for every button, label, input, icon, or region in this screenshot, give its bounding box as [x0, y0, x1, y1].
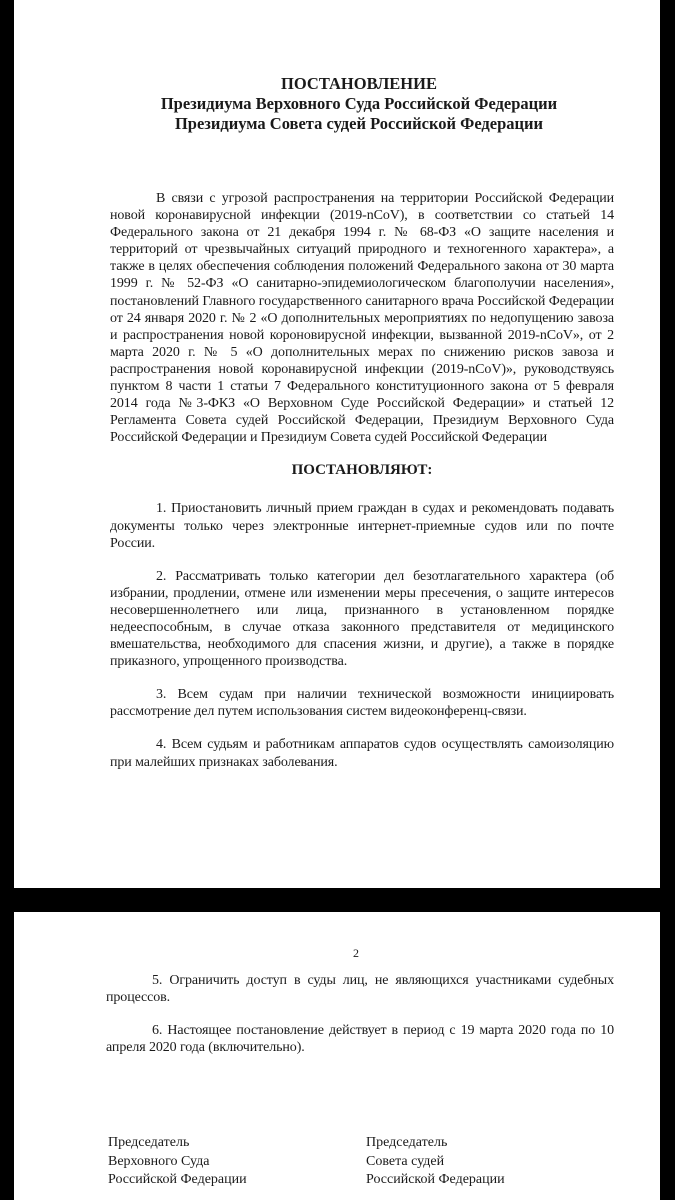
signature-organization: Совета судей — [366, 1153, 445, 1169]
preamble-paragraph: В связи с угрозой распространения на территории Российской Федерации новой коронавирусной инфекции (2019-nCoV), в соответствии со статьей 14 Федерального закона от 21 декабря 1994 г. № 68-ФЗ «О защите населения и территорий от чрезвычайных ситуаций природного и техногенного характера», а также в целях обеспечения соблюдения положений Федерального закона от 30 марта 1999 г. № 52-ФЗ «О санитарно-эпидемиологическом благополучии населения», постановлений Главного государственного санитарного врача Российской Федерации от 24 января 2020 г. № 2 «О дополнительных мероприятиях по недопущению завоза и распространения новой короновирусной инфекции, вызванной 2019-nCoV», от 2 марта 2020 г. № 5 «О дополнительных мерах по снижению рисков завоза и распространения новой коронавирусной инфекции (2019-nCoV)», руководствуясь пунктом 8 части 1 статьи 7 Федерального конституционного закона от 5 февраля 2014 года №3-ФКЗ «О Верховном Суде Российской Федерации» и статьей 12 Регламента Совета судей Российской Федерации, Президиум Верховного Суда Российской Федерации и Президиум Совета судей Российской Федерации — [110, 191, 614, 446]
signature-block-judges-council — [366, 1134, 505, 1190]
decree-item-3: 3. Всем судам при наличии технической возможности инициировать рассмотрение дел путем использования систем видеоконференц-связи. — [110, 687, 614, 720]
page-number: 2 — [353, 946, 359, 960]
decree-word: ПОСТАНОВЛЯЮТ: — [291, 462, 433, 479]
decree-item-4: 4. Всем судьям и работникам аппаратов судов осуществлять самоизоляцию при малейших признаках заболевания. — [110, 737, 614, 770]
decree-item-6: 6. Настоящее постановление действует в период с 19 марта 2020 года по 10 апреля 2020 года (включительно). — [106, 1023, 614, 1056]
signature-title: Председатель — [108, 1135, 190, 1150]
signature-block-supreme-court — [108, 1134, 247, 1190]
issuer-supreme-court-presidium: Президиума Верховного Суда Российской Федерации — [160, 94, 558, 113]
signature-country: Российской Федерации — [366, 1172, 505, 1187]
decree-item-2: 2. Рассматривать только категории дел безотлагательного характера (об избрании, продлении, отмене или изменении меры пресечения, о защите интересов несовершеннолетнего или лица, признанного в установленном порядке недееспособным, в случае отказа законного представителя от медицинского вмешательства, необходимого для спасения жизни, и другие), а также в порядке приказного, упрощенного производства. — [110, 568, 614, 670]
document-page-1 — [14, 0, 660, 888]
signature-country: Российской Федерации — [108, 1172, 247, 1187]
issuer-judges-council-presidium: Президиума Совета судей Российской Федерации — [174, 114, 544, 133]
document-title: ПОСТАНОВЛЕНИЕ — [281, 74, 437, 93]
document-heading — [104, 74, 614, 134]
signature-title: Председатель — [366, 1135, 448, 1150]
signature-organization: Верховного Суда — [108, 1153, 210, 1169]
document-page-2 — [14, 912, 660, 1200]
decree-item-1: 1. Приостановить личный прием граждан в судах и рекомендовать подавать документы только через электронные интернет-приемные судов или по почте России. — [110, 501, 614, 551]
decree-item-5: 5. Ограничить доступ в суды лиц, не являющихся участниками судебных процессов. — [106, 973, 614, 1006]
